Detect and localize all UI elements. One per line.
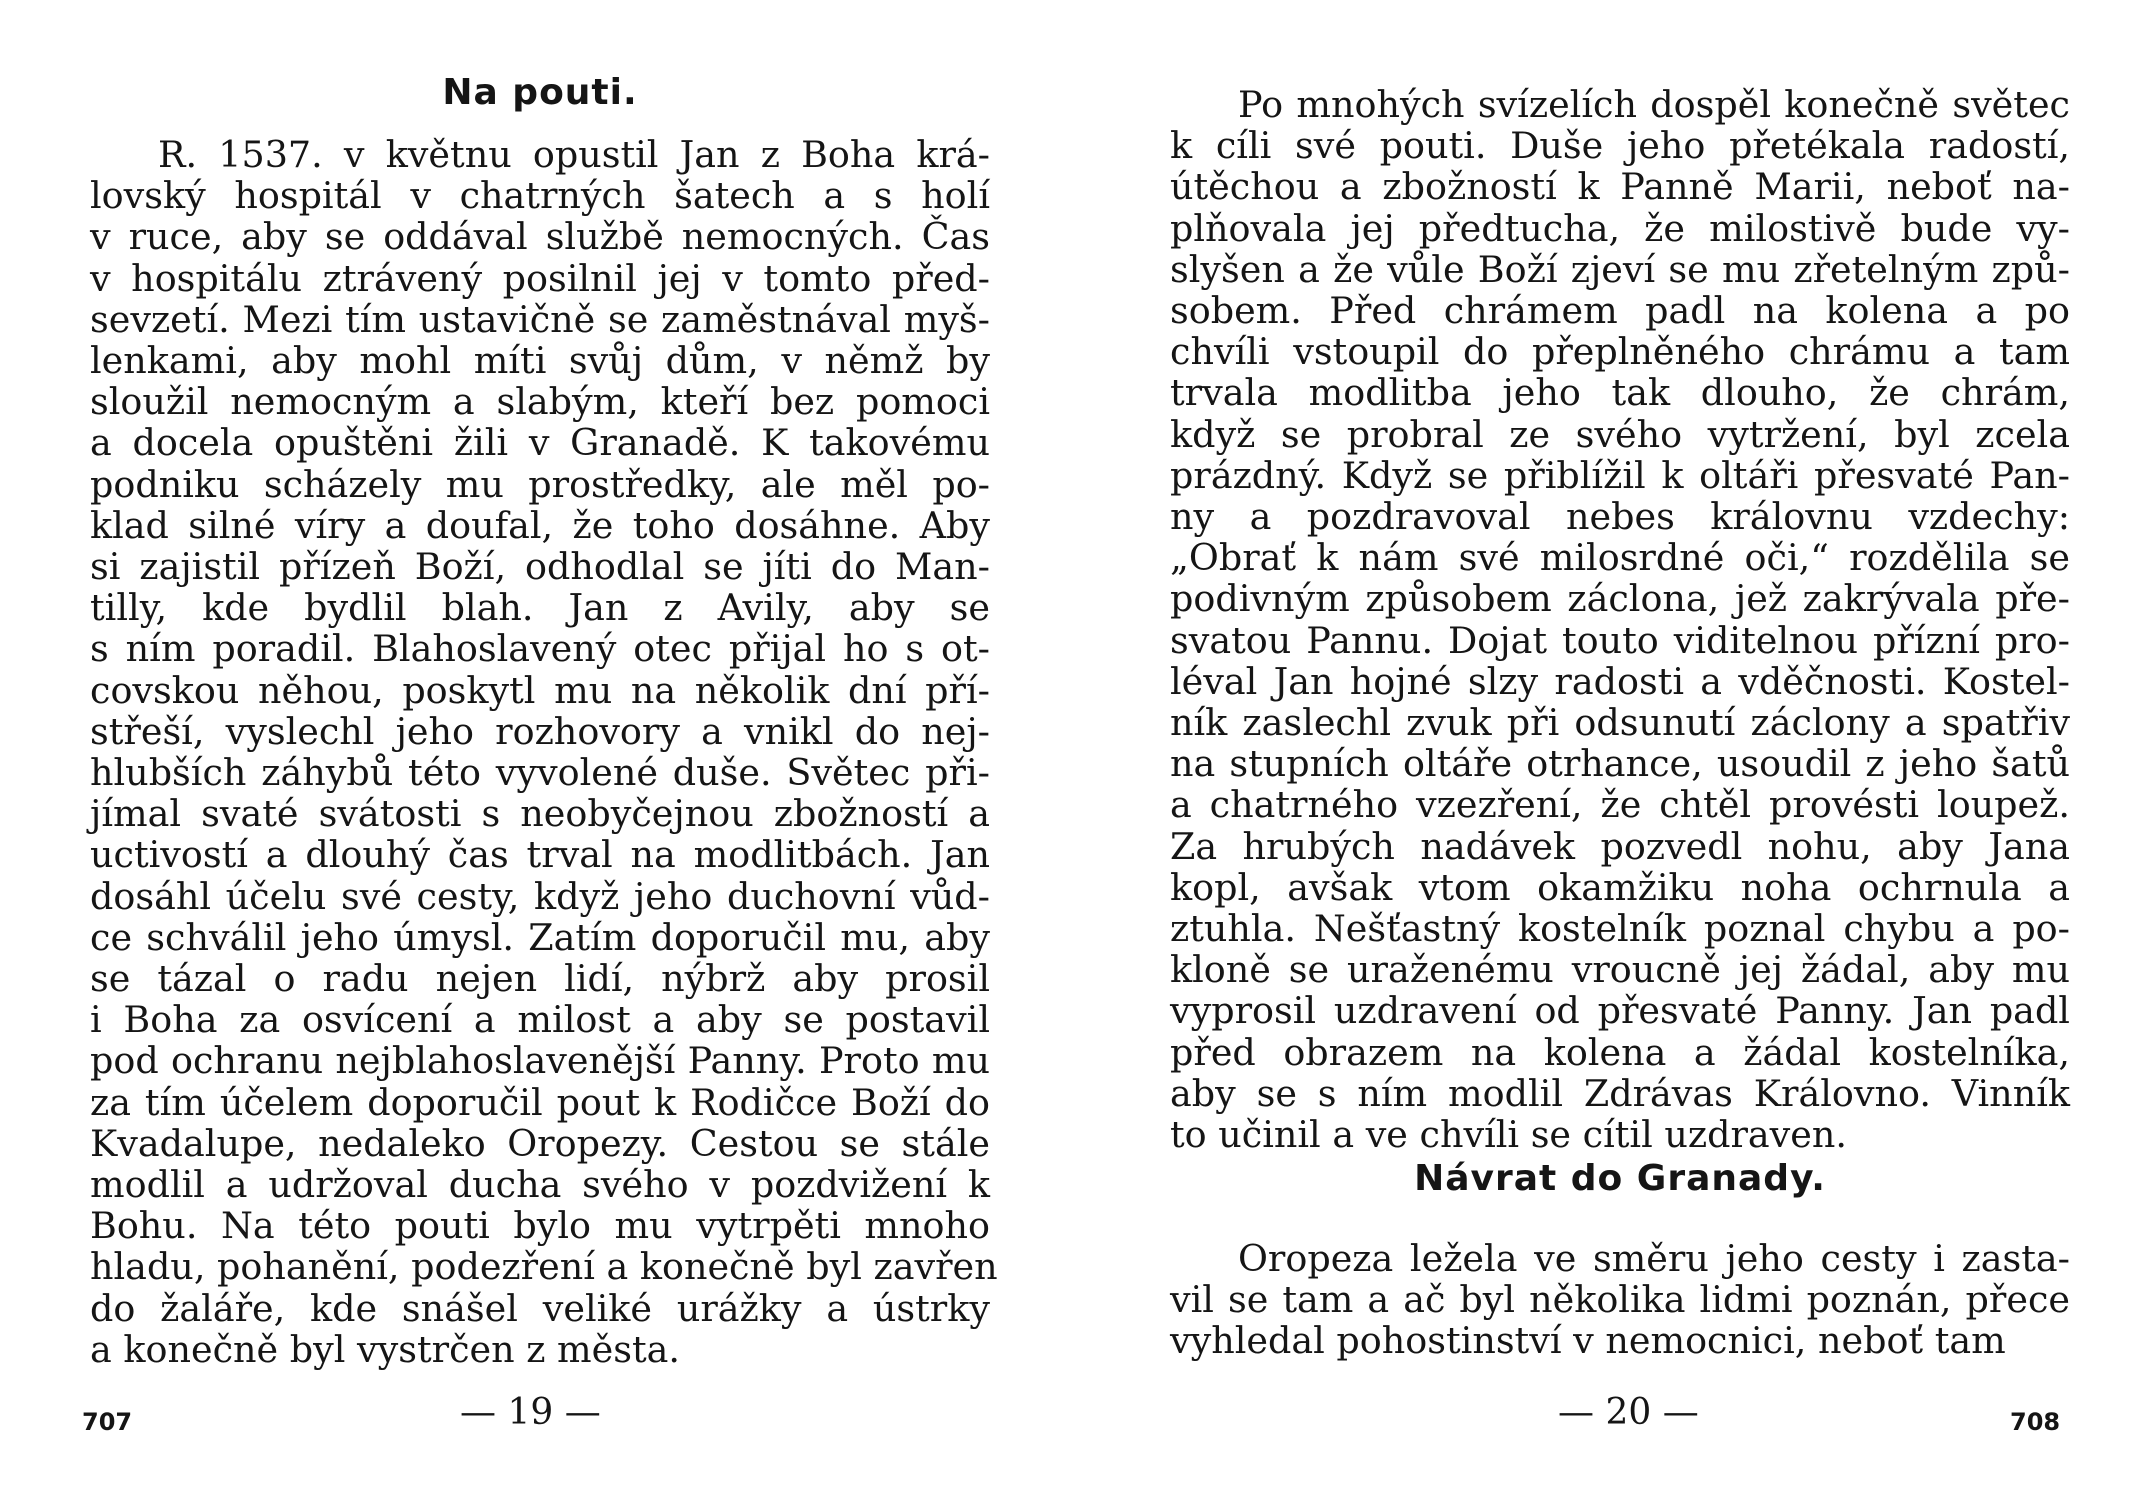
text-line: plňovala jej předtucha, že milostivě bude vy-: [1170, 206, 2070, 250]
text-line: na stupních oltáře otrhance, usoudil z jeho šatů: [1170, 742, 2070, 786]
text-line: ny a pozdravoval nebes královnu vzdechy:: [1170, 495, 2070, 538]
right-page-number: 708: [2010, 1408, 2061, 1436]
text-line: s ním poradil. Blahoslavený otec přijal ho s ot-: [90, 627, 990, 671]
left-page: [82, 0, 998, 1500]
text-line: slyšen a že vůle Boží zjeví se mu zřetelným způ-: [1170, 247, 2070, 291]
text-line: sevzetí. Mezi tím ustavičně se zaměstnával myš-: [90, 297, 990, 341]
text-line: ník zaslechl zvuk při odsunutí záclony a spatřiv: [1170, 701, 2070, 744]
text-line: před obrazem na kolena a žádal kostelníka,: [1170, 1030, 2070, 1074]
left-page-folio: — 19 —: [460, 1392, 601, 1433]
text-line: „Obrať k nám své milosrdné oči,“ rozdělila se: [1170, 536, 2070, 580]
text-line: i Boha za osvícení a milost a aby se postavil: [90, 998, 990, 1042]
text-line: si zajistil přízeň Boží, odhodlal se jíti do Man-: [90, 545, 990, 588]
text-line: do žaláře, kde snášel veliké urážky a ústrky: [90, 1286, 990, 1330]
text-line: R. 1537. v květnu opustil Jan z Boha krá-: [158, 133, 990, 176]
right-page-heading: Návrat do Granady.: [1414, 1158, 1826, 1199]
left-page-number: 707: [82, 1408, 133, 1436]
text-line: aby se s ním modlil Zdrávas Královno. Vinník: [1170, 1071, 2070, 1115]
text-line: chvíli vstoupil do přeplněného chrámu a tam: [1170, 330, 2070, 374]
text-line: vil se tam a ač byl několika lidmi poznán, přece: [1170, 1278, 2070, 1322]
text-line: Bohu. Na této pouti bylo mu vytrpěti mnoho: [90, 1204, 990, 1248]
text-line: sobem. Před chrámem padl na kolena a po: [1170, 289, 2070, 332]
text-line: lenkami, aby mohl míti svůj dům, v němž by: [90, 339, 990, 382]
text-line: dosáhl účelu své cesty, když jeho duchovní vůd-: [90, 874, 990, 918]
text-line: a chatrného vzezření, že chtěl provésti loupež.: [1170, 783, 2070, 827]
text-line: Oropeza ležela ve směru jeho cesty i zasta-: [1238, 1237, 2070, 1280]
text-line: svatou Pannu. Dojat touto viditelnou přízní pro-: [1170, 618, 2070, 662]
text-line: když se probral ze svého vytržení, byl zcela: [1170, 412, 2070, 456]
text-line: lovský hospitál v chatrných šatech a s holí: [90, 174, 990, 218]
right-page: [1170, 0, 2070, 1500]
text-line: sloužil nemocným a slabým, kteří bez pomoci: [90, 380, 990, 424]
text-line: hlubších záhybů této vyvolené duše. Světec při-: [90, 751, 990, 794]
text-line: covskou něhou, poskytl mu na několik dní pří-: [90, 668, 990, 712]
text-line: modlil a udržoval ducha svého v pozdvižení k: [90, 1163, 990, 1206]
text-line: k cíli své pouti. Duše jeho přetékala radostí,: [1170, 124, 2070, 168]
text-line: léval Jan hojné slzy radosti a vděčnosti. Kostel-: [1170, 659, 2070, 703]
text-line: to učinil a ve chvíli se cítil uzdraven.: [1170, 1113, 1848, 1156]
text-line: vyhledal pohostinství v nemocnici, neboť tam: [1170, 1319, 2006, 1363]
text-line: uctivostí a dlouhý čas trval na modlitbách. Jan: [90, 833, 990, 877]
text-line: tilly, kde bydlil blah. Jan z Avily, aby se: [90, 586, 990, 630]
text-line: Za hrubých nadávek pozvedl nohu, aby Jana: [1170, 824, 2070, 868]
text-line: hladu, pohanění, podezření a konečně byl zavřen: [90, 1245, 998, 1289]
text-line: vyprosil uzdravení od přesvaté Panny. Jan padl: [1170, 989, 2070, 1033]
text-line: kloně se uraženému vroucně jej žádal, aby mu: [1170, 948, 2070, 992]
text-line: Kvadalupe, nedaleko Oropezy. Cestou se stále: [90, 1121, 990, 1165]
text-line: v hospitálu ztrávený posilnil jej v tomto před-: [90, 256, 990, 300]
text-line: střeší, vyslechl jeho rozhovory a vnikl do nej-: [90, 709, 990, 753]
text-line: klad silné víry a doufal, že toho dosáhne. Aby: [90, 503, 990, 547]
left-page-heading: Na pouti.: [442, 72, 638, 113]
text-line: útěchou a zbožností k Panně Marii, neboť na-: [1170, 165, 2070, 209]
text-line: jímal svaté svátosti s neobyčejnou zbožností a: [90, 792, 990, 836]
text-line: a docela opuštěni žili v Granadě. K takovému: [90, 421, 990, 465]
text-line: podivným způsobem záclona, jež zakrývala pře-: [1170, 577, 2070, 621]
text-line: a konečně byl vystrčen z města.: [90, 1327, 681, 1371]
text-line: Po mnohých svízelích dospěl konečně světec: [1238, 83, 2070, 126]
text-line: pod ochranu nejblahoslavenější Panny. Proto mu: [90, 1039, 990, 1083]
text-line: v ruce, aby se oddával službě nemocných. Čas: [90, 215, 990, 259]
text-line: ce schválil jeho úmysl. Zatím doporučil mu, aby: [90, 915, 990, 959]
text-line: za tím účelem doporučil pout k Rodičce Boží do: [90, 1080, 990, 1124]
text-line: prázdný. Když se přiblížil k oltáři přesvaté Pan-: [1170, 453, 2070, 497]
text-line: se tázal o radu nejen lidí, nýbrž aby prosil: [90, 957, 990, 1000]
text-line: trvala modlitba jeho tak dlouho, že chrám,: [1170, 371, 2070, 415]
right-page-folio: — 20 —: [1558, 1392, 1699, 1433]
text-line: ztuhla. Nešťastný kostelník poznal chybu a po-: [1170, 907, 2070, 950]
text-line: kopl, avšak vtom okamžiku noha ochrnula a: [1170, 865, 2070, 909]
text-line: podniku scházely mu prostředky, ale měl po-: [90, 462, 990, 506]
